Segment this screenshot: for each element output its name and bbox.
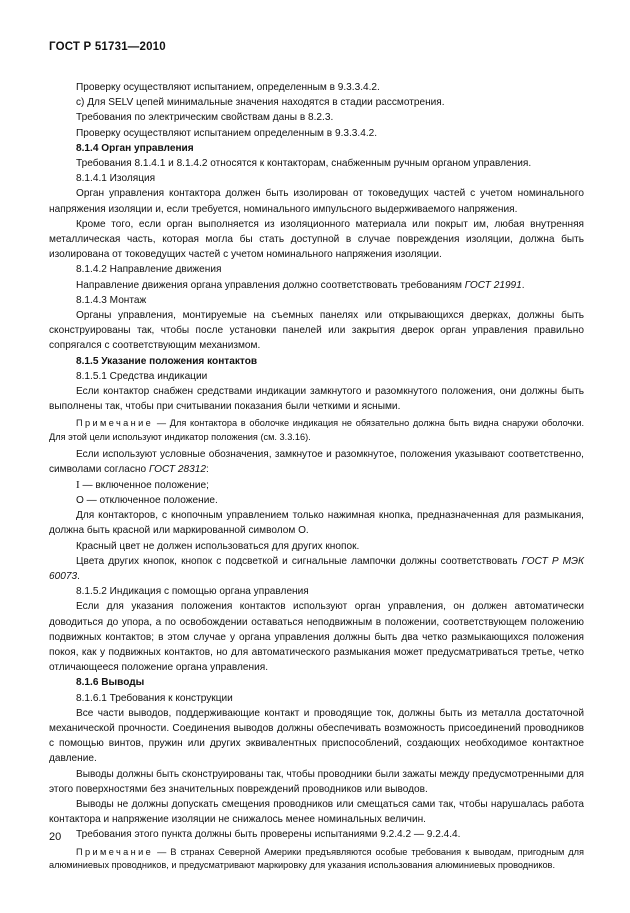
text: Направление движения органа управления должно соответствовать требованиям: [76, 279, 465, 291]
paragraph: [49, 447, 584, 477]
note: [49, 846, 584, 873]
subsection-heading: 8.1.4.1 Изоляция: [76, 173, 156, 185]
paragraph: Все части выводов, поддерживающие контакт и проводящие ток, должны быть из металла достаточной механической прочности. Соединения выводов должны обеспечивать возможность присоединений проводников с помощью винтов, пружин или других эквивалентных приспособлений, создающих необходимое контактное давление.: [49, 707, 584, 765]
paragraph: Проверку осуществляют испытанием, определенным в 9.3.3.4.2.: [76, 82, 380, 93]
note-text: — В странах Северной Америки предъявляются особые требования к выводам, пригодным для алюминиевых проводников, и предусматривают маркировку для указания использования алюминиевых проводников.: [49, 846, 584, 870]
paragraph: Выводы должны быть сконструированы так, чтобы проводники были зажаты между предусмотренными для этого поверхностями без значительных повреждений проводников или выводов.: [49, 768, 584, 795]
paragraph: Выводы не должны допускать смещения проводников или смещаться сами так, чтобы нарушалась работа контактора и напряжение изоляции не снижалось менее номинальных величин.: [49, 798, 584, 826]
paragraph: [49, 554, 584, 584]
paragraph: Если контактор снабжен средствами индикации замкнутого и разомкнутого положения, они должны быть выполнены так, чтобы при считывании показания были четкими и ясными.: [49, 386, 584, 413]
standard-reference: ГОСТ 21991: [464, 279, 522, 291]
symbol-line: О — отключенное положение.: [76, 494, 218, 506]
standard-reference: ГОСТ 28312: [148, 464, 206, 476]
on-symbol: I: [76, 478, 80, 491]
paragraph: Проверку осуществляют испытанием определенным в 9.3.3.4.2.: [76, 127, 378, 139]
subsection-heading: 8.1.4.2 Направление движения: [76, 264, 222, 276]
text: — включенное положение;: [79, 479, 209, 491]
subsection-heading: 8.1.5.2 Индикация с помощью органа управления: [76, 586, 309, 598]
paragraph: [49, 278, 584, 293]
note: [49, 417, 584, 444]
paragraph: Кроме того, если орган выполняется из изоляционного материала или покрыт им, любая внутренняя металлическая часть, которая могла бы стать доступной в случае повреждения изоляции, должна быть изолирована от токоведущих частей с учетом номинального напряжения изоляции.: [49, 218, 584, 261]
paragraph: Требования по электрическим свойствам даны в 8.2.3.: [76, 112, 334, 124]
note-text: — Для контактора в оболочке индикация не обязательно должна быть видна снаружи оболочки. Для этой цели используют индикатор положения (см. 3.3.16).: [49, 418, 584, 442]
text: Цвета других кнопок, кнопок с подсветкой и сигнальные лампочки должны соответствовать: [76, 555, 522, 567]
text: .: [77, 570, 80, 582]
text: .: [521, 279, 525, 291]
text: :: [205, 464, 209, 476]
paragraph: Органы управления, монтируемые на съемных панелях или открывающихся дверках, должны быть сконструированы так, чтобы после установки панелей или закрытия дверок орган управления правильно сопрягался с соответствующим механизмом.: [49, 310, 584, 352]
subsection-heading: 8.1.4.3 Монтаж: [76, 294, 147, 306]
symbol-line: [49, 478, 584, 493]
paragraph: Для контакторов, с кнопочным управлением только нажимная кнопка, предназначенная для размыкания, должна быть красной или маркированной символом О.: [49, 510, 584, 537]
page-number: 20: [49, 831, 62, 843]
subsection-heading: 8.1.6.1 Требования к конструкции: [76, 692, 233, 704]
paragraph: Если для указания положения контактов используют орган управления, он должен автоматически доводиться до упора, а по освобождении оставаться неподвижным в положении, соответствующем положению подвижных контактов; в этом случае у органа управления должны быть два четко размыкающихся положения покоя, как у подвижных контактов, но для автоматического размыкания может предусматриваться третье, четко отличающееся положение органа управления.: [49, 601, 584, 674]
document-body: [49, 80, 584, 875]
section-heading: 8.1.4 Орган управления: [76, 142, 194, 154]
note-label: Примечание: [76, 846, 154, 857]
standard-reference: ГОСТ Р МЭК 60073: [49, 555, 585, 582]
paragraph: с) Для SELV цепей минимальные значения находятся в стадии рассмотрения.: [76, 97, 445, 109]
paragraph: Требования 8.1.4.1 и 8.1.4.2 относятся к контакторам, снабженным ручным органом управления.: [76, 158, 532, 170]
paragraph: Орган управления контактора должен быть изолирован от токоведущих частей с учетом номинального напряжения изоляции и, если требуется, номинального импульсного выдерживаемого напряжения.: [49, 188, 584, 215]
paragraph: Требования этого пункта должны быть проверены испытаниями 9.2.4.2 — 9.2.4.4.: [76, 829, 461, 841]
paragraph: Красный цвет не должен использоваться для других кнопок.: [76, 540, 360, 552]
section-heading: 8.1.5 Указание положения контактов: [76, 355, 258, 367]
note-label: Примечание: [76, 418, 154, 429]
page-header: ГОСТ Р 51731—2010: [49, 41, 166, 53]
section-heading: 8.1.6 Выводы: [76, 677, 145, 689]
subsection-heading: 8.1.5.1 Средства индикации: [76, 370, 208, 382]
text: Если используют условные обозначения, замкнутое и разомкнутое, положения указывают соответственно, символами согласно: [49, 449, 584, 476]
